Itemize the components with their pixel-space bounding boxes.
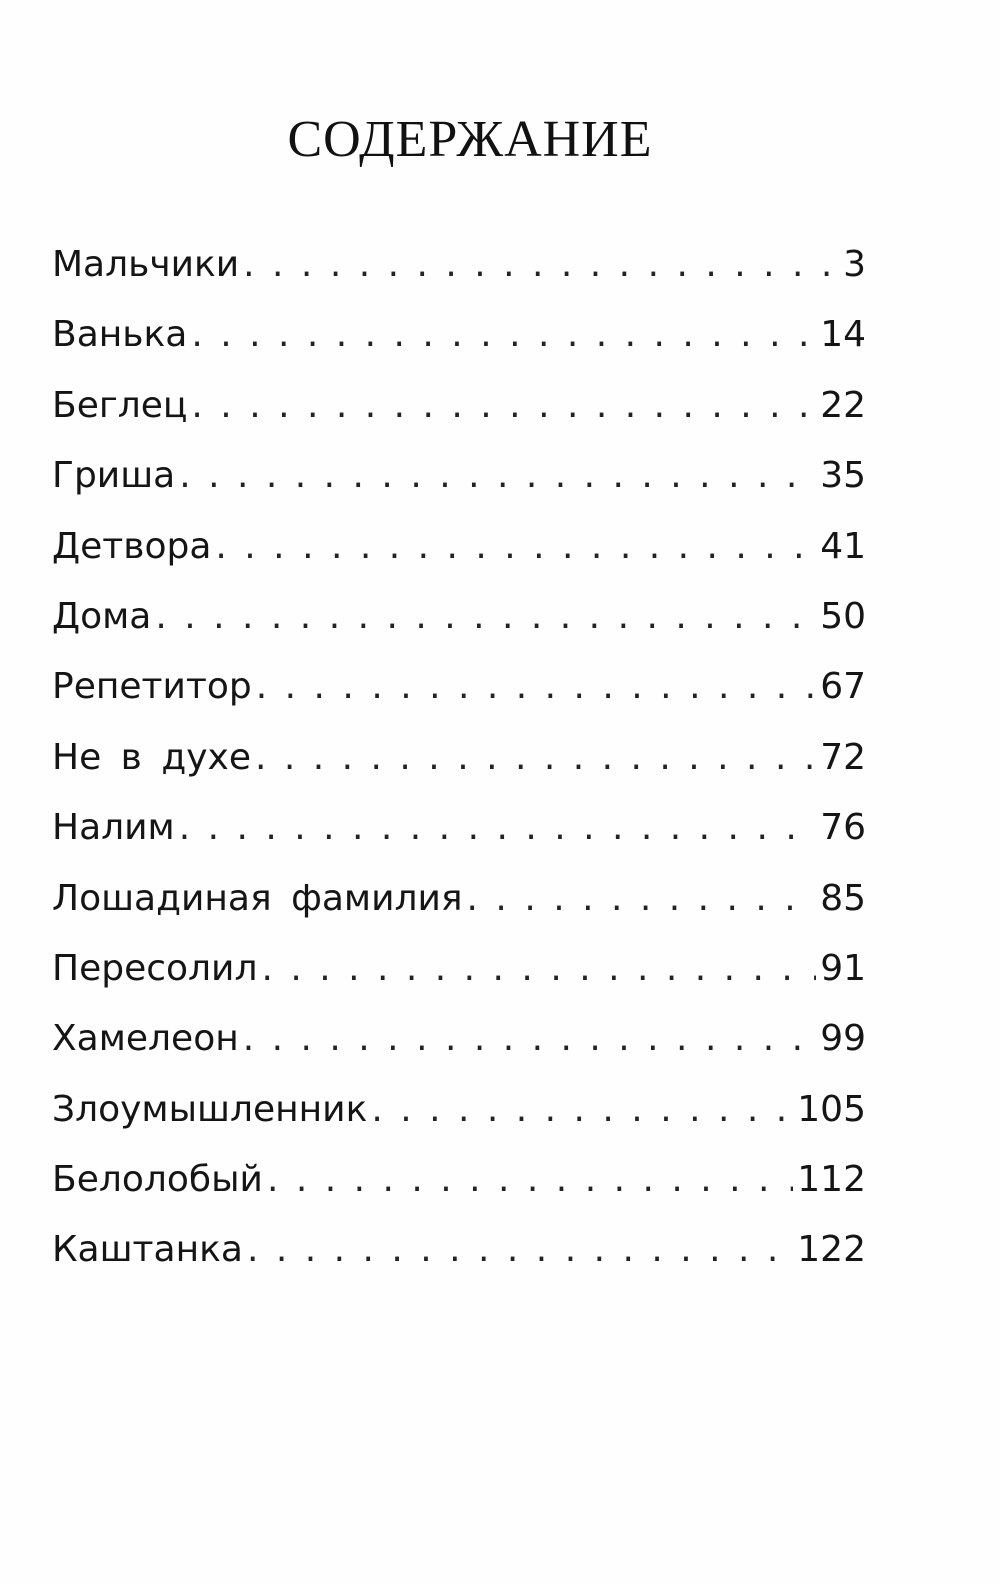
toc-entry: [52, 314, 866, 384]
toc-entry: [52, 455, 866, 525]
toc-entry-page: 122: [797, 1229, 866, 1271]
toc-entry: [52, 1018, 866, 1088]
toc-entry-title: Репетитор: [52, 666, 252, 708]
toc-entry-page: 50: [820, 595, 866, 637]
dot-leader: [267, 1159, 793, 1200]
toc-entry-page: 85: [820, 877, 866, 919]
toc-entry-page: 105: [797, 1088, 866, 1130]
toc-entry-title: Пересолил: [52, 947, 258, 989]
dot-leader: [261, 948, 816, 989]
dot-leader: [256, 666, 816, 707]
dot-leader: [243, 244, 839, 285]
toc-entry: [52, 1159, 866, 1229]
toc-entry-title: Беглец: [52, 384, 188, 426]
toc-entry: [52, 737, 866, 807]
toc-entry-title: Каштанка: [52, 1229, 243, 1271]
toc-entry: [52, 666, 866, 736]
dot-leader: [179, 455, 816, 496]
toc-entry-page: 72: [820, 736, 866, 778]
toc-entry-page: 41: [820, 525, 866, 567]
toc-entry-title: Хамелеон: [52, 1018, 239, 1060]
toc-entry-page: 22: [820, 384, 866, 426]
toc-entry-page: 99: [820, 1018, 866, 1060]
toc-entry: [52, 596, 866, 666]
dot-leader: [179, 807, 816, 848]
toc-entry-title: Налим: [52, 807, 175, 849]
toc-entry: [52, 526, 866, 596]
toc-entry-title: Ванька: [52, 314, 188, 356]
toc-entry: [52, 385, 866, 455]
toc-entry-page: 3: [843, 244, 866, 285]
table-of-contents: [52, 244, 866, 1300]
toc-entry-page: 76: [820, 807, 866, 849]
toc-entry: [52, 1089, 866, 1159]
toc-entry-title: Дома: [52, 595, 152, 637]
dot-leader: [191, 314, 816, 355]
dot-leader: [371, 1089, 793, 1130]
dot-leader: [243, 1018, 816, 1059]
toc-entry-title: Лошадиная фамилия: [52, 877, 463, 919]
toc-entry-title: Злоумышленник: [52, 1088, 368, 1130]
toc-entry: [52, 948, 866, 1018]
dot-leader: [155, 596, 816, 637]
toc-entry-title: Детвора: [52, 525, 212, 567]
toc-entry-page: 112: [797, 1159, 866, 1201]
toc-entry: [52, 878, 866, 948]
toc-entry-title: Гриша: [52, 455, 176, 497]
dot-leader: [247, 1229, 793, 1270]
dot-leader: [215, 526, 816, 567]
toc-entry-title: Мальчики: [52, 244, 240, 285]
toc-entry: [52, 807, 866, 877]
toc-entry-page: 14: [820, 314, 866, 356]
page-title: СОДЕРЖАНИЕ: [287, 111, 653, 168]
dot-leader: [191, 385, 816, 426]
dot-leader: [255, 737, 816, 778]
toc-entry-page: 67: [820, 666, 866, 708]
toc-entry-title: Не в духе: [52, 736, 251, 778]
toc-entry: [52, 1229, 866, 1299]
dot-leader: [467, 878, 817, 919]
toc-entry-page: 35: [820, 455, 866, 497]
toc-entry-title: Белолобый: [52, 1159, 263, 1201]
toc-entry: [52, 244, 866, 314]
toc-entry-page: 91: [820, 947, 866, 989]
